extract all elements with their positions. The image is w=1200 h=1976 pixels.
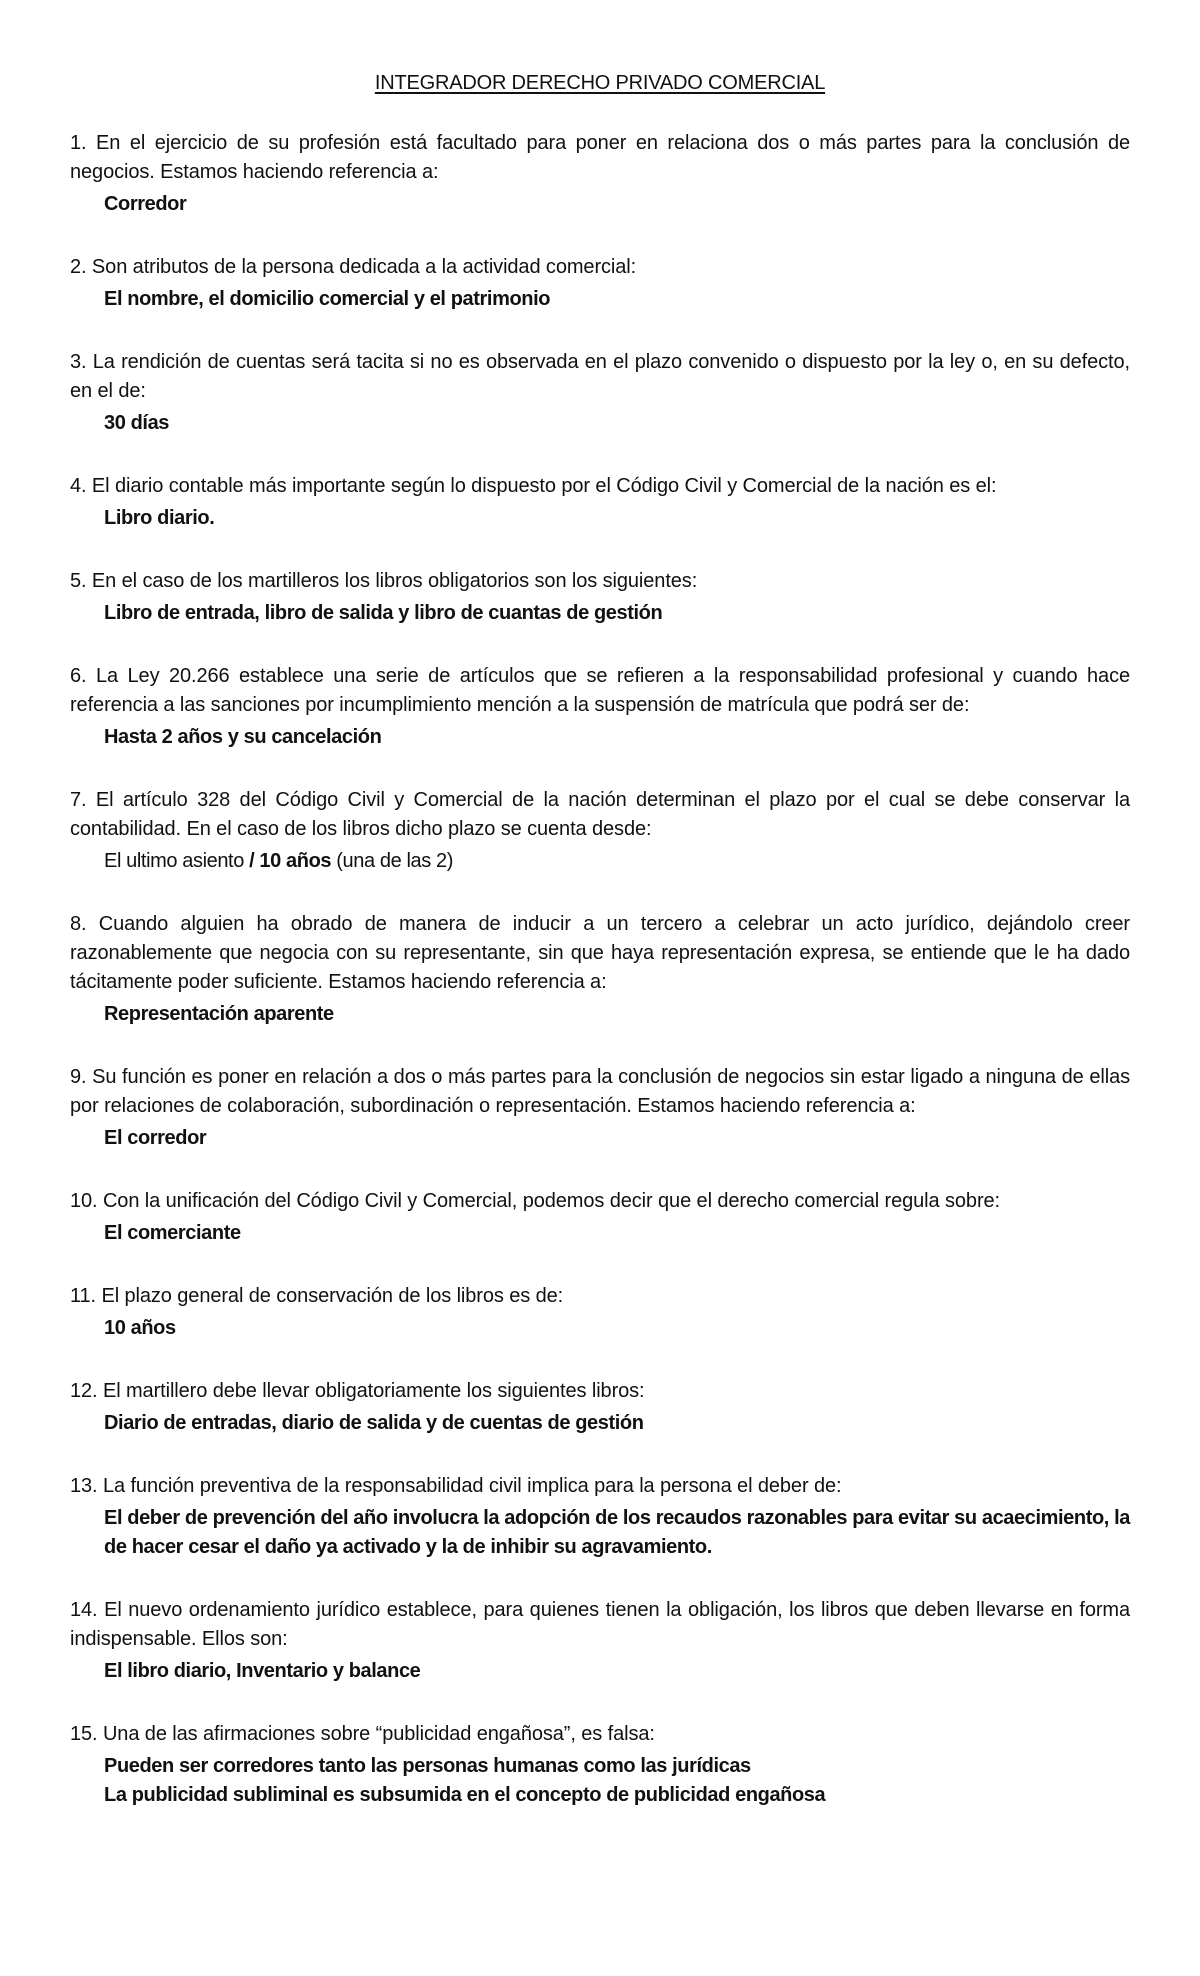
question-text: 14. El nuevo ordenamiento jurídico establece, para quienes tienen la obligación, los libros que deben llevarse en forma indispensable. Ellos son: <box>70 1599 1130 1650</box>
question-item <box>70 1063 1130 1153</box>
question-text: 15. Una de las afirmaciones sobre “publicidad engañosa”, es falsa: <box>70 1723 655 1745</box>
answer-note: (una de las 2) <box>331 850 453 872</box>
question-text: 1. En el ejercicio de su profesión está facultado para poner en relaciona dos o más partes para la conclusión de negocios. Estamos haciendo referencia a: <box>70 132 1130 183</box>
document-title: INTEGRADOR DERECHO PRIVADO COMERCIAL <box>374 72 826 94</box>
question-item <box>70 1472 1130 1562</box>
answer-text: 10 años <box>104 1317 176 1339</box>
question-text: 11. El plazo general de conservación de los libros es de: <box>70 1285 564 1307</box>
question-text: 13. La función preventiva de la responsabilidad civil implica para la persona el deber de: <box>70 1475 842 1497</box>
question-text: 12. El martillero debe llevar obligatoriamente los siguientes libros: <box>70 1380 645 1402</box>
answer-text: El libro diario, Inventario y balance <box>104 1660 421 1682</box>
question-text: 9. Su función es poner en relación a dos o más partes para la conclusión de negocios sin estar ligado a ninguna de ellas por relaciones de colaboración, subordinación o representación. Estamos haciendo referencia a: <box>70 1066 1130 1117</box>
answer-text: Corredor <box>104 193 187 215</box>
question-item <box>70 786 1130 876</box>
question-item <box>70 129 1130 219</box>
question-item <box>70 472 1130 533</box>
answer-text: El nombre, el domicilio comercial y el patrimonio <box>104 288 551 310</box>
answer-text <box>104 847 1130 876</box>
answer-text: El comerciante <box>104 1222 241 1244</box>
answer-text: El deber de prevención del año involucra la adopción de los recaudos razonables para evitar su acaecimiento, la de hacer cesar el daño ya activado y la de inhibir su agravamiento. <box>104 1507 1130 1558</box>
answer-text: Libro diario. <box>104 507 215 529</box>
question-item <box>70 348 1130 438</box>
question-item <box>70 567 1130 628</box>
answer-text: El corredor <box>104 1127 207 1149</box>
question-item <box>70 662 1130 752</box>
answer-line: Pueden ser corredores tanto las personas humanas como las jurídicas <box>104 1755 751 1777</box>
question-item <box>70 1720 1130 1810</box>
question-item <box>70 1596 1130 1686</box>
question-list <box>70 129 1130 1810</box>
answer-text: Libro de entrada, libro de salida y libro de cuantas de gestión <box>104 602 663 624</box>
question-item <box>70 1377 1130 1438</box>
question-text: 7. El artículo 328 del Código Civil y Comercial de la nación determinan el plazo por el cual se debe conservar la contabilidad. En el caso de los libros dicho plazo se cuenta desde: <box>70 789 1130 840</box>
question-text: 3. La rendición de cuentas será tacita si no es observada en el plazo convenido o dispuesto por la ley o, en su defecto, en el de: <box>70 351 1130 402</box>
answer-plain-part: El ultimo asiento <box>104 850 250 872</box>
question-text: 4. El diario contable más importante según lo dispuesto por el Código Civil y Comercial de la nación es el: <box>70 475 997 497</box>
question-item <box>70 910 1130 1029</box>
answer-options <box>104 1752 1130 1810</box>
answer-text: Hasta 2 años y su cancelación <box>104 726 382 748</box>
question-item <box>70 1282 1130 1343</box>
question-text: 10. Con la unificación del Código Civil y Comercial, podemos decir que el derecho comercial regula sobre: <box>70 1190 1000 1212</box>
question-text: 5. En el caso de los martilleros los libros obligatorios son los siguientes: <box>70 570 698 592</box>
question-text: 2. Son atributos de la persona dedicada a la actividad comercial: <box>70 256 637 278</box>
answer-bold-part: / 10 años <box>249 850 332 872</box>
question-item <box>70 1187 1130 1248</box>
answer-text: Representación aparente <box>104 1003 334 1025</box>
answer-text: Diario de entradas, diario de salida y de cuentas de gestión <box>104 1412 644 1434</box>
question-item <box>70 253 1130 314</box>
question-text: 8. Cuando alguien ha obrado de manera de inducir a un tercero a celebrar un acto jurídico, dejándolo creer razonablemente que negocia con su representante, sin que haya representación expresa, se entiende que le ha dado tácitamente poder suficiente. Estamos haciendo referencia a: <box>70 913 1130 993</box>
question-text: 6. La Ley 20.266 establece una serie de artículos que se refieren a la responsabilidad profesional y cuando hace referencia a las sanciones por incumplimiento mención a la suspensión de matrícula que podrá ser de: <box>70 665 1130 716</box>
answer-text: 30 días <box>104 412 170 434</box>
answer-line: La publicidad subliminal es subsumida en el concepto de publicidad engañosa <box>104 1784 826 1806</box>
